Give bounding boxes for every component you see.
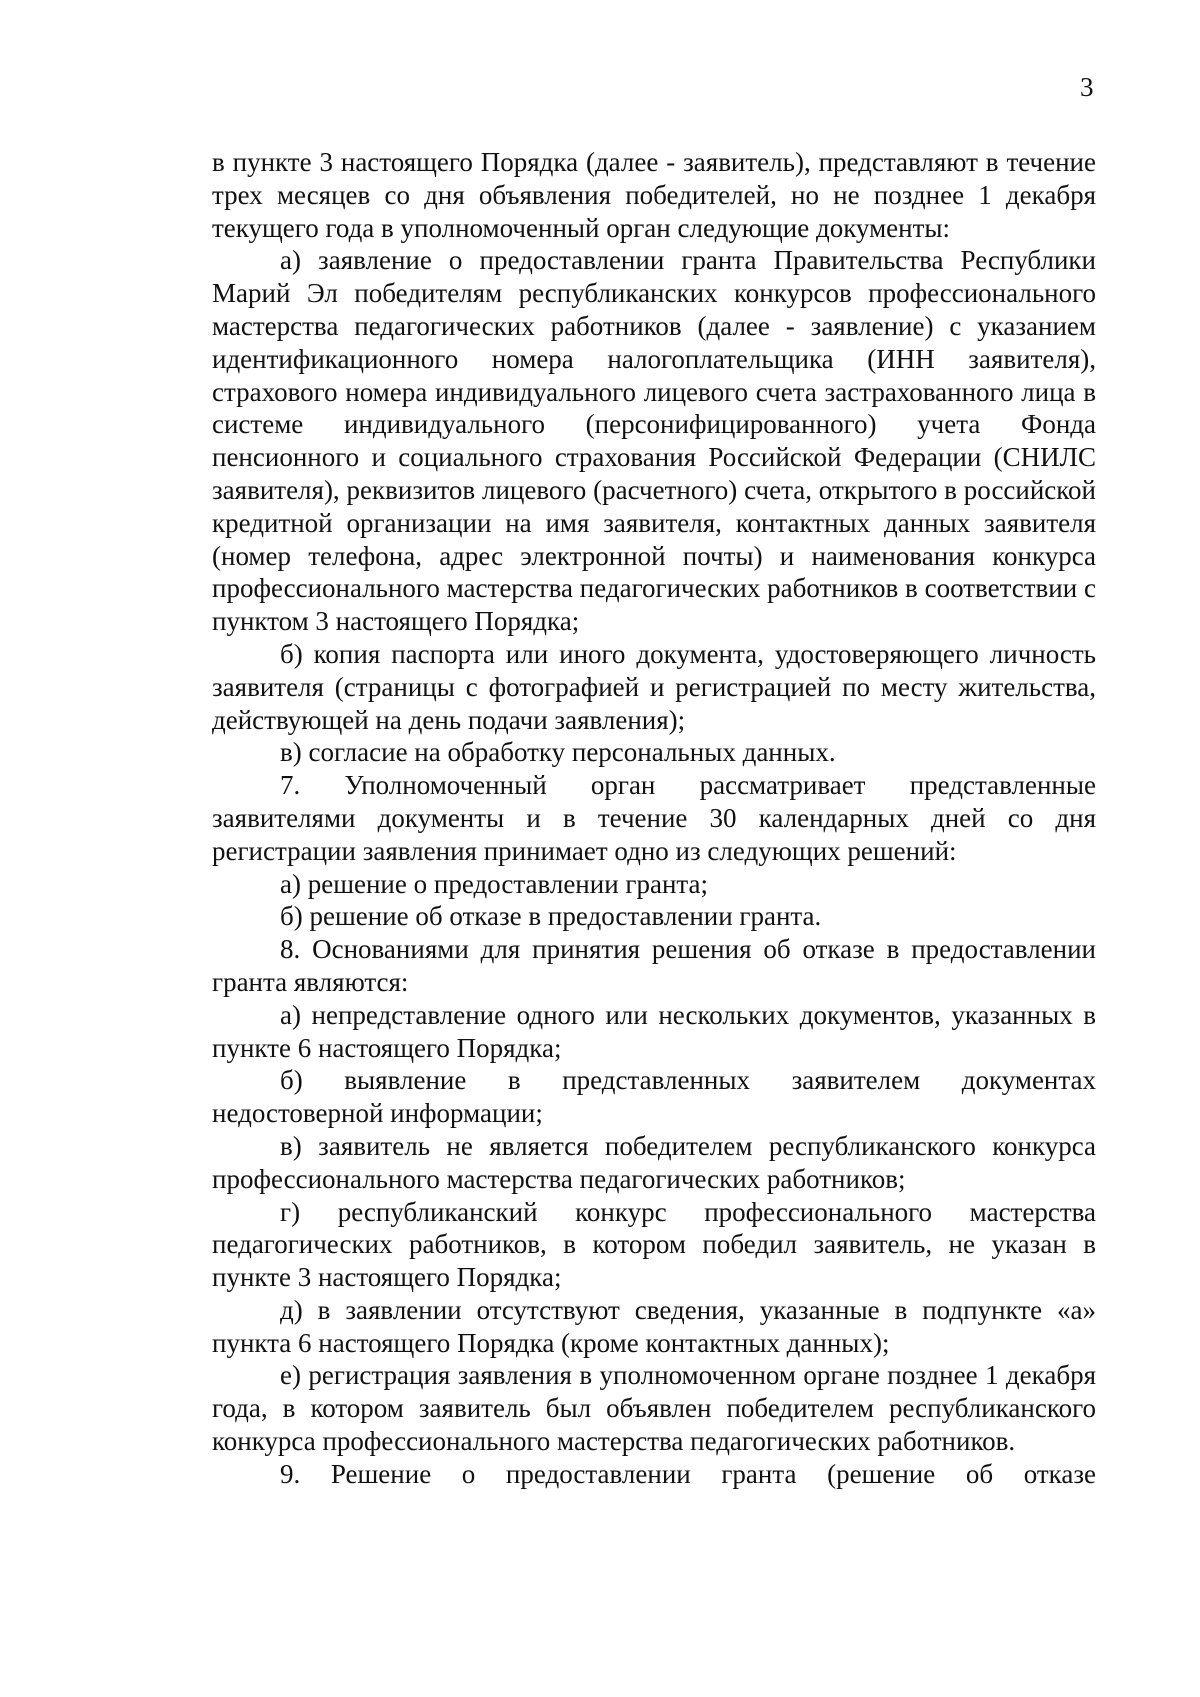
paragraph-item-a-application: а) заявление о предоставлении гранта Правительства Республики Марий Эл победителям республиканских конкурсов профессионального мастерства педагогических работников (далее - заявление) с указанием идентификационного номера налогоплательщика (ИНН заявителя), страхового номера индивидуального лицевого счета застрахованного лица в системе индивидуального (персонифицированного) учета Фонда пенсионного и социального страхования Российской Федерации (СНИЛС заявителя), реквизитов лицевого (расчетного) счета, открытого в российской кредитной организации на имя заявителя, контактных данных заявителя (номер телефона, адрес электронной почты) и наименования конкурса профессионального мастерства педагогических работников в соответствии с пунктом 3 настоящего Порядка;	[212, 245, 1096, 637]
paragraph-refusal-reason-v: в) заявитель не является победителем республиканского конкурса профессионального мастерства педагогических работников;	[212, 1130, 1096, 1194]
paragraph-clause-9: 9. Решение о предоставлении гранта (решение об отказе	[280, 1458, 1096, 1489]
paragraph-clause-8: 8. Основаниями для принятия решения об отказе в предоставлении гранта являются:	[212, 934, 1096, 997]
paragraph-item-v-consent: в) согласие на обработку персональных данных.	[280, 737, 836, 768]
paragraph-item-b-passport: б) копия паспорта или иного документа, удостоверяющего личность заявителя (страницы с фотографией и регистрацией по месту жительства, действующей на день подачи заявления);	[212, 638, 1096, 735]
paragraph-decision-refusal: б) решение об отказе в предоставлении гранта.	[280, 901, 822, 932]
paragraph-refusal-reason-a: а) непредставление одного или нескольких документов, указанных в пункте 6 настоящего Порядка;	[212, 999, 1096, 1063]
paragraph-decision-grant: а) решение о предоставлении гранта;	[280, 868, 709, 899]
paragraph-continuation: в пункте 3 настоящего Порядка (далее - заявитель), представляют в течение трех месяцев со дня объявления победителей, но не позднее 1 декабря текущего года в уполномоченный орган следующие документы:	[212, 147, 1096, 243]
paragraph-refusal-reason-d: д) в заявлении отсутствуют сведения, указанные в подпункте «а» пункта 6 настоящего Порядка (кроме контактных данных);	[212, 1294, 1096, 1358]
paragraph-refusal-reason-b: б) выявление в представленных заявителем документах недостоверной информации;	[212, 1065, 1096, 1129]
document-body	[212, 146, 1096, 1491]
paragraph-clause-7: 7. Уполномоченный орган рассматривает представленные заявителями документы и в течение 30 календарных дней со дня регистрации заявления принимает одно из следующих решений:	[212, 770, 1096, 866]
paragraph-refusal-reason-e: е) регистрация заявления в уполномоченном органе позднее 1 декабря года, в котором заявитель был объявлен победителем республиканского конкурса профессионального мастерства педагогических работников.	[212, 1360, 1096, 1457]
page-number: 3	[1080, 72, 1094, 102]
paragraph-refusal-reason-g: г) республиканский конкурс профессионального мастерства педагогических работников, в котором победил заявитель, не указан в пункте 3 настоящего Порядка;	[212, 1196, 1096, 1293]
